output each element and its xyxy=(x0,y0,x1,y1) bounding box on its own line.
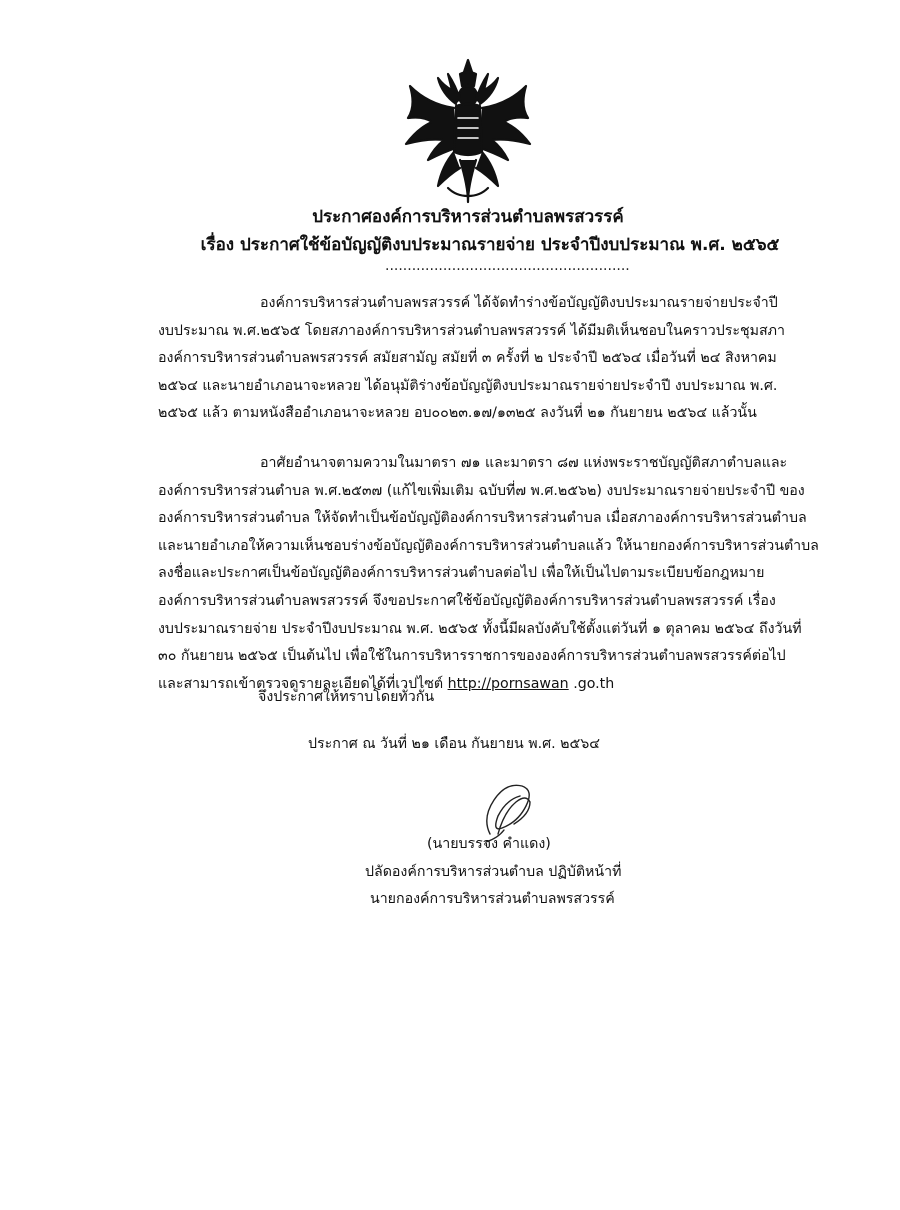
paragraph-line-website xyxy=(158,671,788,699)
announcement-subject: เรื่อง ประกาศใช้ข้อบัญญัติงบประมาณรายจ่าย ประจำปีงบประมาณ พ.ศ. ๒๕๖๕ xyxy=(200,235,780,255)
paragraph-line: และนายอำเภอให้ความเห็นชอบร่างข้อบัญญัติองค์การบริหารส่วนตำบลแล้ว ให้นายกองค์การบริหารส่วนตำบล xyxy=(158,537,819,554)
signatory-position-title: นายกองค์การบริหารส่วนตำบลพรสวรรค์ xyxy=(370,891,615,907)
paragraph-line: อาศัยอำนาจตามความในมาตรา ๗๑ และมาตรา ๘๗ แห่งพระราชบัญญัติสภาตำบลและ xyxy=(260,455,788,471)
paragraph-line: องค์การบริหารส่วนตำบล ให้จัดทำเป็นข้อบัญญัติองค์การบริหารส่วนตำบล เมื่อสภาองค์การบริหารส่วนตำบล xyxy=(158,510,807,527)
paragraph-line: ๒๕๖๕ แล้ว ตามหนังสืออำเภอนาจะหลวย อบ๐๐๒๓.๑๗/๑๓๒๕ ลงวันที่ ๒๑ กันยายน ๒๕๖๔ แล้วนั้น xyxy=(158,405,757,422)
paragraph-line: งบประมาณ พ.ศ.๒๕๖๕ โดยสภาองค์การบริหารส่วนตำบลพรสวรรค์ ได้มีมติเห็นชอบในคราวประชุมสภา xyxy=(158,322,785,339)
paragraph-line: ลงชื่อและประกาศเป็นข้อบัญญัติองค์การบริหารส่วนตำบลต่อไป เพื่อให้เป็นไปตามระเบียบข้อกฎหมาย xyxy=(158,565,765,582)
signatory-name: (นายบรรจง คำแดง) xyxy=(427,836,551,852)
paragraph-line: องค์การบริหารส่วนตำบลพรสวรรค์ จึงขอประกาศใช้ข้อบัญญัติองค์การบริหารส่วนตำบลพรสวรรค์ เรื่อง xyxy=(158,592,776,609)
paragraph-line: ๓๐ กันยายน ๒๕๖๕ เป็นต้นไป เพื่อใช้ในการบริหารราชการขององค์การบริหารส่วนตำบลพรสวรรค์ต่อไป xyxy=(158,648,786,665)
paragraph-line: องค์การบริหารส่วนตำบล พ.ศ.๒๕๓๗ (แก้ไขเพิ่มเติม ฉบับที่๗ พ.ศ.๒๕๖๒) งบประมาณรายจ่ายประจำปี ของ xyxy=(158,482,805,499)
website-suffix: .go.th xyxy=(568,675,615,692)
paragraph-line: องค์การบริหารส่วนตำบลพรสวรรค์ สมัยสามัญ สมัยที่ ๓ ครั้งที่ ๒ ประจำปี ๒๕๖๔ เมื่อวันที่ ๒๔ สิงหาคม xyxy=(158,350,777,367)
signatory-position: ปลัดองค์การบริหารส่วนตำบล ปฏิบัติหน้าที่ xyxy=(365,864,622,880)
paragraph-line: ๒๕๖๔ และนายอำเภอนาจะหลวย ได้อนุมัติร่างข้อบัญญัติงบประมาณรายจ่ายประจำปี งบประมาณ พ.ศ. xyxy=(158,377,778,394)
paragraph-line: องค์การบริหารส่วนตำบลพรสวรรค์ ได้จัดทำร่างข้อบัญญัติงบประมาณรายจ่ายประจำปี xyxy=(260,295,778,311)
announcement-title: ประกาศองค์การบริหารส่วนตำบลพรสวรรค์ xyxy=(312,207,624,227)
paragraph-line: งบประมาณรายจ่าย ประจำปีงบประมาณ พ.ศ. ๒๕๖๕ ทั้งนี้มีผลบังคับใช้ตั้งแต่วันที่ ๑ ตุลาคม ๒๕๖๔ ถึงวันที่ xyxy=(158,620,802,637)
announcement-date: ประกาศ ณ วันที่ ๒๑ เดือน กันยายน พ.ศ. ๒๕๖๔ xyxy=(308,736,600,752)
website-prefix: และสามารถเข้าตรวจดูรายละเอียดได้ที่เวปไซต์ xyxy=(158,675,448,692)
website-link[interactable]: http://pornsawan xyxy=(447,675,569,692)
paragraph-1 xyxy=(158,290,788,428)
garuda-emblem-icon xyxy=(398,56,538,206)
paragraph-2 xyxy=(158,450,819,698)
separator-dots: ....................................................... xyxy=(385,258,630,274)
closing-statement: จึงประกาศให้ทราบโดยทั่วกัน xyxy=(258,689,435,705)
